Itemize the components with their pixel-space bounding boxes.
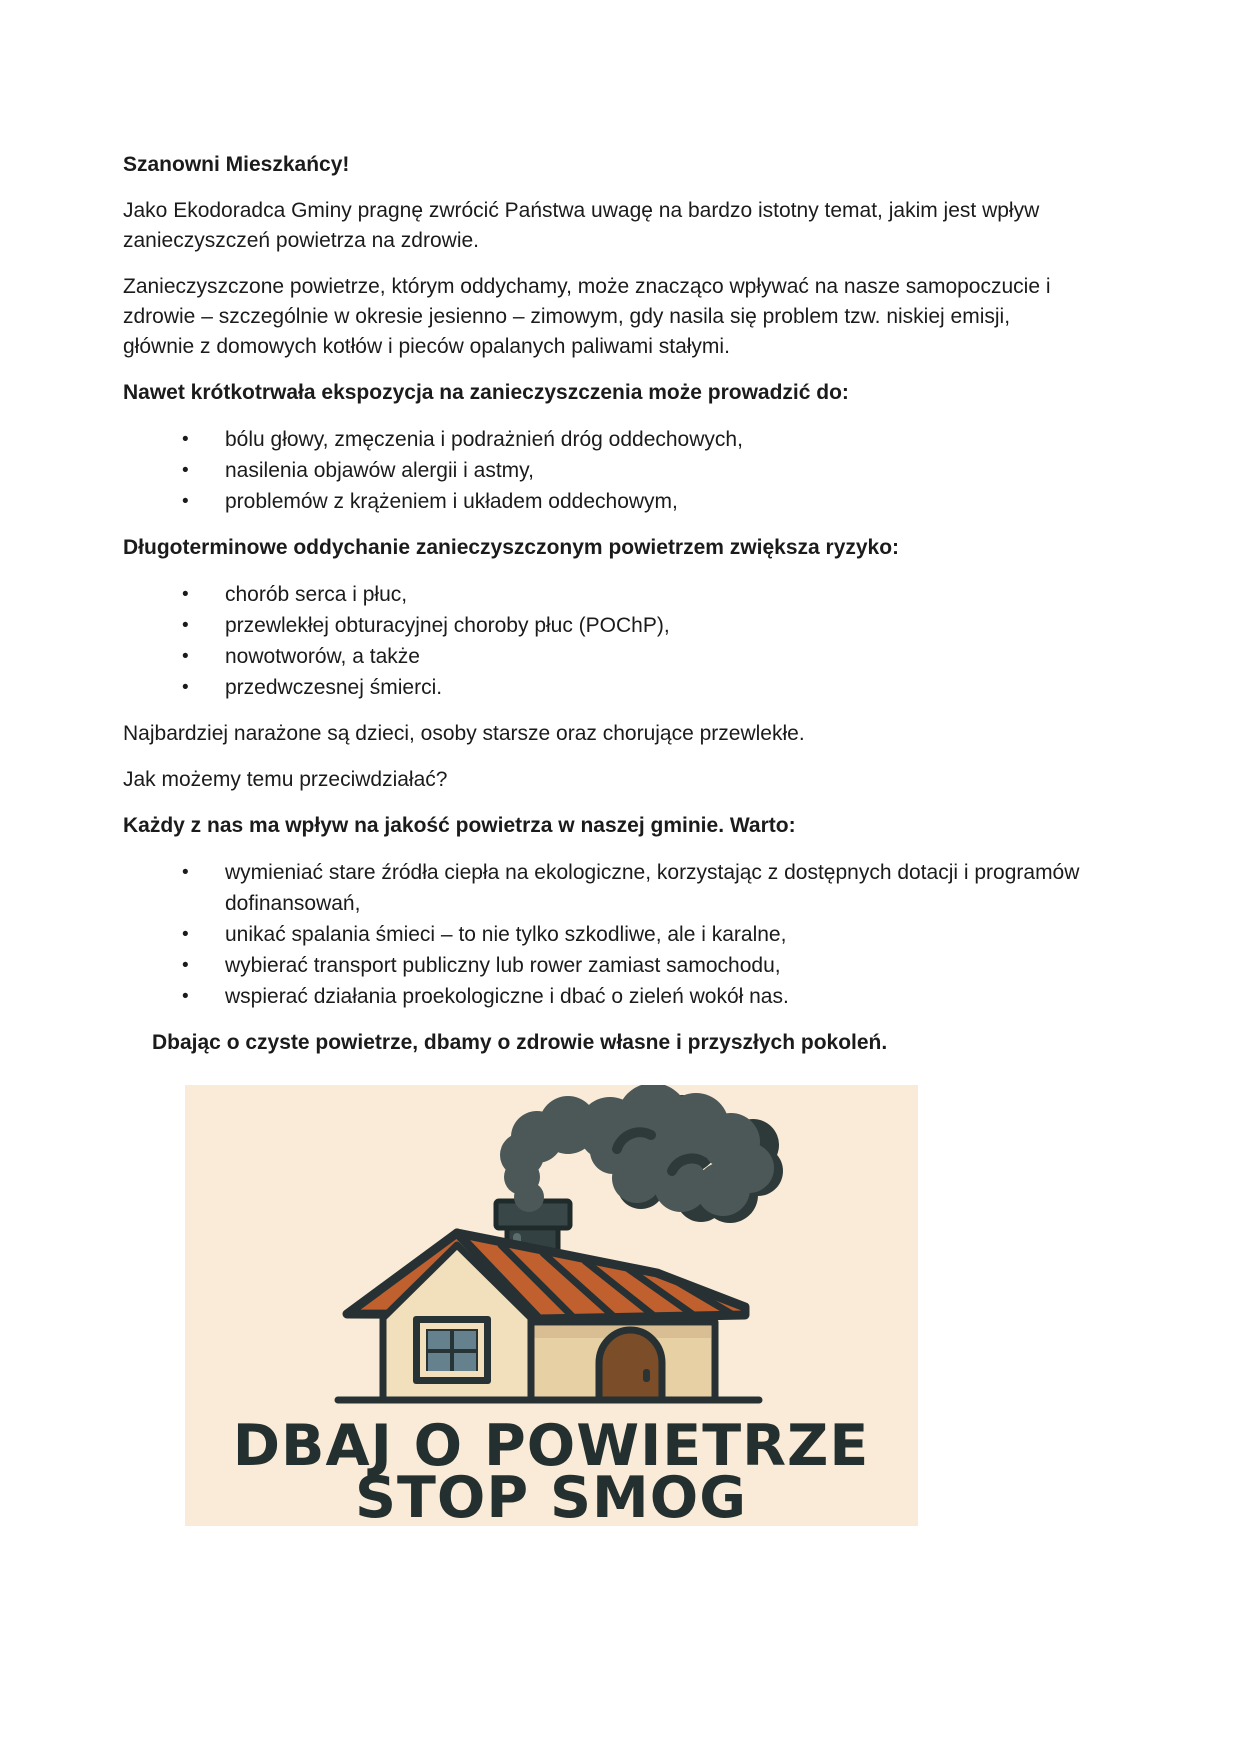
list-item-text: nasilenia objawów alergii i astmy, (225, 459, 534, 482)
long-term-list (123, 579, 1117, 703)
list-item-text: nowotworów, a także (225, 645, 420, 668)
bullet-icon: • (182, 924, 189, 945)
list-item-text: chorób serca i płuc, (225, 583, 408, 606)
vulnerable-paragraph: Najbardziej narażone są dzieci, osoby starsze oraz chorujące przewlekłe. (123, 722, 805, 745)
list-item-text: problemów z krążeniem i układem oddechowym, (225, 490, 678, 513)
short-term-heading: Nawet krótkotrwała ekspozycja na zanieczyszczenia może prowadzić do: (123, 381, 849, 404)
bullet-icon: • (182, 429, 189, 450)
door (599, 1330, 662, 1400)
list-item (123, 610, 1117, 641)
list-item (123, 486, 1117, 517)
poster-title-line1: DBAJ O POWIETRZE (232, 1413, 870, 1479)
list-item-line: wymieniać stare źródła ciepła na ekologiczne, korzystając z dostępnych dotacji i programów (225, 861, 1080, 884)
list-item (123, 455, 1117, 486)
list-item-text: przedwczesnej śmierci. (225, 676, 443, 699)
actions-list (123, 857, 1117, 1012)
list-item (123, 579, 1117, 610)
actions-heading: Każdy z nas ma wpływ na jakość powietrza w naszej gminie. Warto: (123, 814, 796, 837)
list-item-text: przewlekłej obturacyjnej choroby płuc (POChP), (225, 614, 670, 637)
bullet-icon: • (182, 460, 189, 481)
question-paragraph: Jak możemy temu przeciwdziałać? (123, 768, 448, 791)
list-item-text: unikać spalania śmieci – to nie tylko szkodliwe, ale i karalne, (225, 923, 787, 946)
list-item (123, 672, 1117, 703)
intro-paragraph (123, 196, 1117, 256)
document-body (123, 150, 1117, 1074)
paragraph-line: Jako Ekodoradca Gminy pragnę zwrócić Państwa uwagę na bardzo istotny temat, jakim jest wpływ (123, 199, 1040, 222)
paragraph-line: zanieczyszczeń powietrza na zdrowie. (123, 229, 479, 252)
closing-heading: Dbając o czyste powietrze, dbamy o zdrowie własne i przyszłych pokoleń. (152, 1031, 888, 1054)
short-term-list (123, 424, 1117, 517)
list-item (123, 919, 1117, 950)
list-item-line: dofinansowań, (225, 892, 361, 915)
pollution-paragraph (123, 272, 1117, 362)
long-term-heading: Długoterminowe oddychanie zanieczyszczonym powietrzem zwiększa ryzyko: (123, 536, 900, 559)
bullet-icon: • (182, 615, 189, 636)
stop-smog-poster-image[interactable] (185, 1085, 918, 1526)
list-item (123, 424, 1117, 455)
paragraph-line: głównie z domowych kotłów i pieców opalanych paliwami stałymi. (123, 335, 730, 358)
list-item (123, 641, 1117, 672)
bullet-icon: • (182, 986, 189, 1007)
greeting-heading: Szanowni Mieszkańcy! (123, 153, 350, 176)
window (413, 1316, 491, 1384)
bullet-icon: • (182, 491, 189, 512)
bullet-icon: • (182, 584, 189, 605)
list-item-text (225, 857, 1117, 919)
list-item-text: wybierać transport publiczny lub rower zamiast samochodu, (225, 954, 781, 977)
list-item-text: wspierać działania proekologiczne i dbać o zieleń wokół nas. (225, 985, 789, 1008)
bullet-icon: • (182, 646, 189, 667)
bullet-icon: • (182, 955, 189, 976)
bullet-icon: • (182, 862, 189, 883)
stop-smog-poster-graphic (185, 1085, 918, 1526)
list-item (123, 981, 1117, 1012)
list-item (123, 857, 1117, 919)
paragraph-line: Zanieczyszczone powietrze, którym oddychamy, może znacząco wpływać na nasze samopoczucie i (123, 275, 1051, 298)
paragraph-line: zdrowie – szczególnie w okresie jesienno – zimowym, gdy nasila się problem tzw. niskiej emisji, (123, 305, 1011, 328)
list-item (123, 950, 1117, 981)
door-handle (643, 1369, 650, 1382)
list-item-text: bólu głowy, zmęczenia i podrażnień dróg oddechowych, (225, 428, 743, 451)
poster-title-line2: STOP SMOG (354, 1465, 748, 1526)
bullet-icon: • (182, 677, 189, 698)
